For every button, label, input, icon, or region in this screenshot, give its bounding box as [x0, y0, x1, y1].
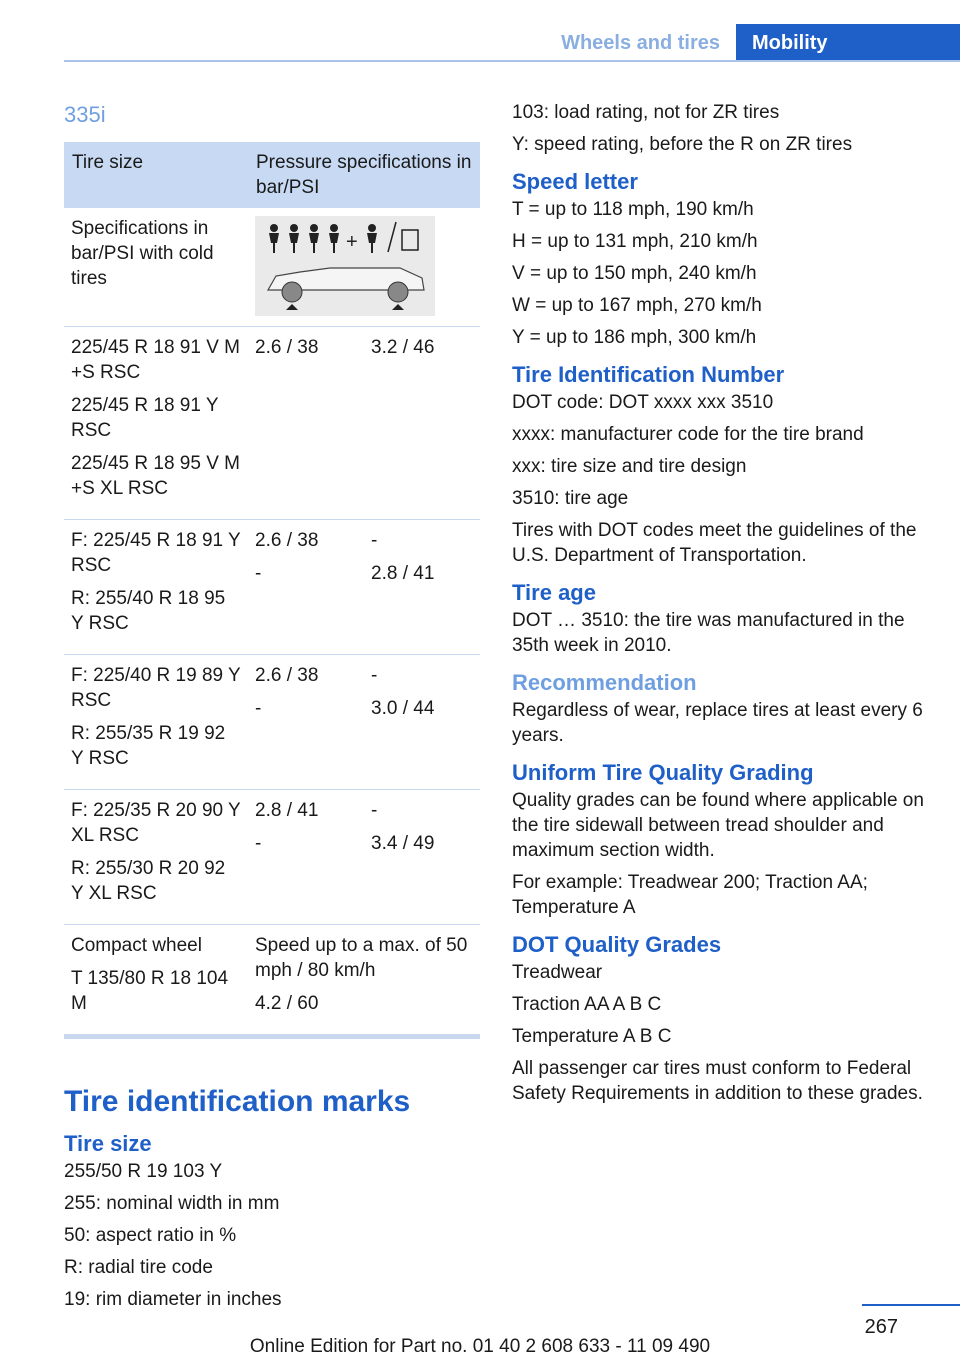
speed-letter-heading: Speed letter: [512, 169, 638, 194]
tire-size-line: 255: nominal width in mm: [64, 1193, 280, 1214]
pressure-value: 3.4 / 49: [371, 833, 435, 854]
pressure-value: -: [371, 530, 378, 551]
icon-row: [64, 208, 480, 327]
tire-size: 225/45 R 18 95 V M +S XL RSC: [71, 453, 240, 499]
tire-age-text: DOT … 3510: the tire was manufactured in the 35th week in 2010.: [512, 610, 905, 656]
compact-wheel-size: T 135/80 R 18 104 M: [71, 968, 229, 1014]
header-pressure: Pressure specifications in bar/PSI: [248, 142, 480, 208]
intro-line: 103: load rating, not for ZR tires: [512, 102, 780, 123]
utqg-line: Quality grades can be found where applicable on the tire sidewall between tread shoulder and maximum section width.: [512, 790, 924, 861]
pressure-normal-cell: [248, 655, 364, 790]
intro-line: Y: speed rating, before the R on ZR tires: [512, 134, 853, 155]
speed-letter-block: [512, 169, 942, 350]
pressure-normal-cell: [248, 790, 364, 925]
load-diagram: [255, 216, 435, 316]
compact-wheel-row: [64, 925, 480, 1037]
tin-line: 3510: tire age: [512, 488, 629, 509]
tire-size: R: 255/35 R 19 92 Y RSC: [71, 723, 226, 769]
compact-speed-limit: Speed up to a max. of 50 mph / 80 km/h: [255, 935, 468, 981]
svg-text:+: +: [346, 231, 358, 253]
pressure-loaded-cell: [364, 790, 480, 925]
pressure-normal-cell: [248, 327, 364, 520]
compact-wheel-label: Compact wheel: [71, 935, 202, 956]
tire-size-example: 255/50 R 19 103 Y: [64, 1161, 223, 1182]
pressure-value: 3.2 / 46: [371, 337, 435, 358]
pressure-value: 2.6 / 38: [255, 530, 319, 551]
pressure-value: -: [255, 698, 262, 719]
dot-grade-line: Treadwear: [512, 962, 603, 983]
speed-line: H = up to 131 mph, 210 km/h: [512, 231, 758, 252]
tire-size-line: 19: rim diameter in inches: [64, 1289, 282, 1310]
speed-line: Y = up to 186 mph, 300 km/h: [512, 327, 757, 348]
utqg-block: [512, 760, 942, 920]
pressure-loaded-cell: [364, 655, 480, 790]
table-row: [64, 327, 480, 520]
pressure-normal-cell: [248, 520, 364, 655]
speed-line: V = up to 150 mph, 240 km/h: [512, 263, 757, 284]
pressure-value: -: [371, 665, 378, 686]
tire-size: 225/45 R 18 91 V M +S RSC: [71, 337, 240, 383]
tire-size: R: 255/40 R 18 95 Y RSC: [71, 588, 226, 634]
tire-size-cell: [64, 327, 248, 520]
tire-size: R: 255/30 R 20 92 Y XL RSC: [71, 858, 226, 904]
table-row: [64, 520, 480, 655]
compact-wheel-cell: [64, 925, 248, 1037]
edition-note: Online Edition for Part no. 01 40 2 608 633 - 11 09 490: [249, 1336, 711, 1357]
tire-pressure-table: [64, 142, 480, 1039]
footer-rule: [862, 1304, 960, 1306]
utqg-heading: Uniform Tire Quality Grading: [512, 760, 814, 785]
right-column: [512, 100, 942, 1118]
pressure-loaded-cell: [364, 327, 480, 520]
recommendation-block: [512, 670, 942, 748]
pressure-value: 2.8 / 41: [371, 563, 435, 584]
tin-line: xxx: tire size and tire design: [512, 456, 747, 477]
section-title: Tire identification marks: [64, 1085, 411, 1118]
tire-size-heading: Tire size: [64, 1131, 152, 1156]
recommendation-heading: Recommendation: [512, 670, 697, 695]
tire-size-cell: [64, 790, 248, 925]
tin-block: [512, 362, 942, 568]
tin-line: DOT code: DOT xxxx xxx 3510: [512, 392, 774, 413]
tire-size: F: 225/40 R 19 89 Y RSC: [71, 665, 241, 711]
tire-size-line: R: radial tire code: [64, 1257, 213, 1278]
left-column: [64, 100, 482, 1319]
vehicle-load-icon: [260, 218, 430, 314]
table-row: [64, 790, 480, 925]
pressure-value: -: [371, 800, 378, 821]
speed-line: W = up to 167 mph, 270 km/h: [512, 295, 762, 316]
page-header: [0, 0, 960, 62]
recommendation-text: Regardless of wear, replace tires at least every 6 years.: [512, 700, 923, 746]
section-tab[interactable]: Wheels and tires: [561, 32, 720, 54]
compact-wheel-spec: [248, 925, 480, 1037]
icon-row-label: Specifications in bar/PSI with cold tires: [64, 208, 248, 327]
header-rule: [64, 60, 960, 62]
pressure-value: 2.6 / 38: [255, 337, 319, 358]
tire-size-line: 50: aspect ratio in %: [64, 1225, 237, 1246]
tin-line: Tires with DOT codes meet the guidelines of the U.S. Department of Transportation.: [512, 520, 917, 566]
pressure-value: 2.8 / 41: [255, 800, 319, 821]
speed-line: T = up to 118 mph, 190 km/h: [512, 199, 754, 220]
compact-pressure: 4.2 / 60: [255, 993, 319, 1014]
tire-age-block: [512, 580, 942, 658]
dot-grade-line: All passenger car tires must conform to Federal Safety Requirements in addition to these grades.: [512, 1058, 923, 1104]
pressure-value: 3.0 / 44: [371, 698, 435, 719]
load-speed-intro: [512, 100, 942, 157]
pressure-value: 2.6 / 38: [255, 665, 319, 686]
page-footer: [0, 1300, 960, 1362]
tin-heading: Tire Identification Number: [512, 362, 785, 387]
tire-size-cell: [64, 655, 248, 790]
dot-grades-heading: DOT Quality Grades: [512, 932, 722, 957]
tire-size: F: 225/45 R 18 91 Y RSC: [71, 530, 241, 576]
utqg-line: For example: Treadwear 200; Traction AA; Temperature A: [512, 872, 868, 918]
tire-age-heading: Tire age: [512, 580, 596, 605]
dot-grade-line: Traction AA A B C: [512, 994, 662, 1015]
chapter-tab[interactable]: Mobility: [736, 24, 960, 62]
tin-line: xxxx: manufacturer code for the tire brand: [512, 424, 864, 445]
pressure-loaded-cell: [364, 520, 480, 655]
dot-grade-line: Temperature A B C: [512, 1026, 672, 1047]
tire-size: F: 225/35 R 20 90 Y XL RSC: [71, 800, 241, 846]
dot-grades-block: [512, 932, 942, 1106]
tire-size: 225/45 R 18 91 Y RSC: [71, 395, 219, 441]
page-number: 267: [864, 1316, 898, 1338]
tire-size-cell: [64, 520, 248, 655]
model-title: 335i: [64, 102, 106, 127]
load-icon-cell: [248, 208, 480, 327]
table-row: [64, 655, 480, 790]
header-tire-size: Tire size: [64, 142, 248, 208]
table-header-row: [64, 142, 480, 208]
pressure-value: -: [255, 833, 262, 854]
pressure-value: -: [255, 563, 262, 584]
